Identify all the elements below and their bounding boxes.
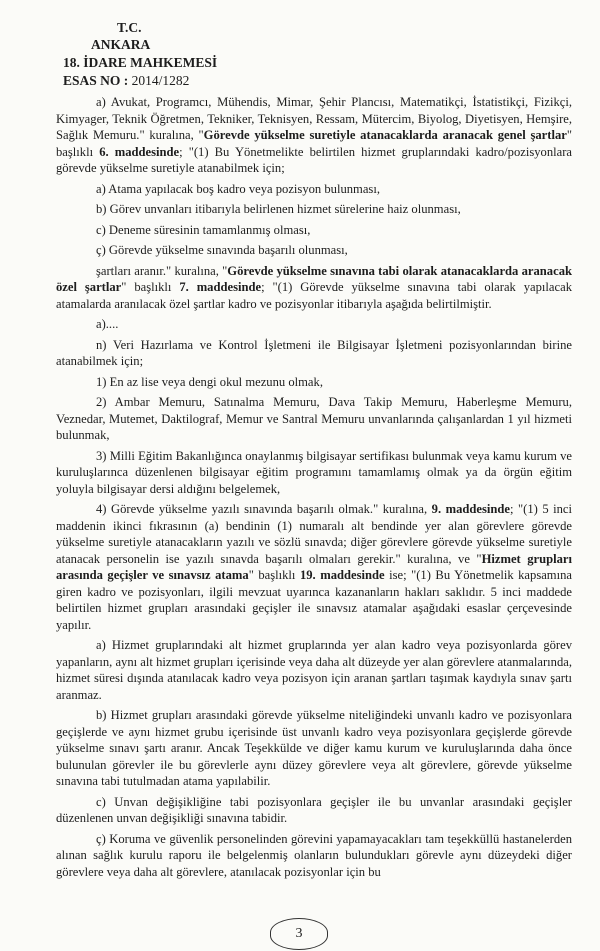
text-segment: ise; "(1) Bu Yönetmelik kapsamına giren kadro ve pozisyonları, ilgili mevzuat uyarınca kazananların hakları saklıdır. 5 inci maddede belirtilen hizmet grupları arasındaki geçişler ile sınavsız atamalar aşağıdaki esaslar çerçevesinde yapılır. bbox=[56, 568, 572, 632]
text-segment: ç) Koruma ve güvenlik personelinden görevini yapamayacakları tam teşekküllü hastanelerden alınan sağlık kurulu raporu ile belgelenmiş olanların bulundukları görevle aynı düzeydeki diğer görevlere veya daha alt görevlere, atanılacak pozisyonlar için bu bbox=[56, 831, 572, 879]
paragraph-p5 bbox=[56, 242, 572, 259]
header-court: 18. İDARE MAHKEMESİ bbox=[63, 55, 218, 70]
text-segment: ç) Görevde yükselme sınavında başarılı olunması, bbox=[96, 243, 348, 257]
header-tc: T.C. bbox=[117, 20, 142, 35]
page-number bbox=[270, 918, 328, 950]
text-segment: ; "(1) Bu Yönetmelikte belirtilen hizmet gruplarındaki kadro/pozisyonlara görevde yükselme suretiyle atanabilmek için; bbox=[56, 144, 572, 175]
text-segment: Hizmet grupları arasında geçişler ve sınavsız atama bbox=[56, 551, 573, 582]
text-segment: 2) Ambar Memuru, Satınalma Memuru, Dava Takip Memuru, Haberleşme Memuru, Veznedar, Mutemet, Daktilograf, Memur ve Santral Memuru unvanlarında çalışanlardan 1 yıl hizmeti bulunmak, bbox=[56, 395, 572, 442]
esas-value: 2014/1282 bbox=[131, 73, 190, 88]
paragraph-p12 bbox=[56, 501, 572, 633]
header-city: ANKARA bbox=[91, 37, 151, 52]
text-segment: şartları aranır." kuralına, " bbox=[96, 263, 228, 278]
paragraph-p4 bbox=[56, 222, 572, 239]
text-segment: 4) Görevde yükselme yazılı sınavında başarılı olmak." kuralına, bbox=[96, 502, 432, 516]
text-segment: 7. maddesinde bbox=[179, 280, 262, 294]
text-segment: a) Avukat, Programcı, Mühendis, Mimar, Şehir Plancısı, Matematikçi, İstatistikçi, Fizikçi, Kimyager, Teknik Öğretmen, Tekniker, Teknisyen, Ressam, Mütercim, Biyolog, Diyetisyen, Hemşire, Sağlık Memuru." kuralına, " bbox=[56, 95, 572, 142]
text-segment: 1) En az lise veya dengi okul mezunu olmak, bbox=[96, 374, 323, 389]
text-segment: 19. maddesinde bbox=[299, 568, 385, 582]
paragraph-p10 bbox=[56, 394, 572, 444]
paragraph-p6 bbox=[56, 263, 572, 313]
text-segment: b) Hizmet grupları arasındaki görevde yükselme niteliğindeki unvanlı kadro ve pozisyonlara geçişlerde ve aynı hizmet grubu içerisinde üst unvanlı kadro veya pozisyonlara geçişlerde görevde yükselme sınavı şartı aranır. Ancak Teşekkülde ve diğer kamu kurum ve kuruluşlarında daha önce bulunulan görevler ile bu görevlerle aynı düzey görevlere veya alt görevlere, görevde yükselme sınavına tabi tutulmadan atama yapılabilir. bbox=[56, 708, 572, 788]
page-number-text: 3 bbox=[295, 926, 303, 941]
paragraph-p16 bbox=[56, 831, 572, 881]
esas-label: ESAS NO : bbox=[63, 73, 129, 88]
text-segment: a) Hizmet gruplarındaki alt hizmet gruplarında yer alan kadro veya pozisyonlarda görev yapanların, aynı alt hizmet grupları içerisinde veya daha alt düzeyde yer alan görevlere atanmalarında, hizmet süresi dışında atanılacak kadro veya pozisyon için aranan şartları taşımak kaydıyla sınav şartı aranmaz. bbox=[56, 638, 572, 702]
text-segment: 6. maddesinde bbox=[99, 144, 180, 159]
text-segment: " başlıklı bbox=[248, 568, 300, 582]
paragraph-p9 bbox=[56, 374, 572, 391]
text-segment: 3) Milli Eğitim Bakanlığınca onaylanmış bilgisayar sertifikası bulunmak veya kamu kurum ve kuruluşlarınca düzenlenen bilgisayar eğitim programını tamamlamış olmak ya da örgün eğitim yoluyla bilgisayar dersi aldığını belgelemek, bbox=[56, 448, 572, 496]
document-body bbox=[56, 94, 572, 884]
text-segment: c) Unvan değişikliğine tabi pozisyonlara geçişler ile bu unvanlar arasındaki geçişler düzenlenen unvan değişikliği sınavına tabidir. bbox=[56, 794, 572, 825]
text-segment: " başlıklı bbox=[121, 280, 180, 294]
text-segment: b) Görev unvanları itibarıyla belirlenen hizmet sürelerine haiz olunması, bbox=[96, 202, 461, 216]
text-segment: a).... bbox=[96, 317, 119, 331]
text-segment: ; "(1) 5 inci maddenin ikinci fıkrasının (a) bendinin (1) numaralı alt bendinde yer alan görevlere görevde yükselme suretiyle atanacakların yazılı ve sözlü sınavda; diğer görevlere görevde yükselme suretiyle atanacak personelin ise yazılı sınavda başarılı olmaları gerekir." kuralına, ve " bbox=[56, 502, 573, 566]
paragraph-p11 bbox=[56, 448, 572, 498]
text-segment: 9. maddesinde bbox=[431, 502, 510, 516]
paragraph-p2 bbox=[56, 181, 572, 198]
text-segment: Görevde yükselme suretiyle atanacaklarda aranacak genel şartlar bbox=[203, 128, 567, 142]
text-segment: c) Deneme süresinin tamamlanmış olması, bbox=[96, 222, 311, 237]
paragraph-p8 bbox=[56, 337, 572, 370]
header-esas bbox=[63, 73, 189, 89]
text-segment: " başlıklı bbox=[56, 128, 572, 159]
paragraph-p1 bbox=[56, 94, 572, 177]
paragraph-p15 bbox=[56, 794, 572, 827]
text-segment: n) Veri Hazırlama ve Kontrol İşletmeni ile Bilgisayar İşletmeni pozisyonlarından birine atanabilmek için; bbox=[56, 337, 572, 368]
paragraph-p7 bbox=[56, 316, 572, 333]
text-segment: ; "(1) Görevde yükselme sınavına tabi olarak yapılacak atamalarda aranılacak özel şartlar kadro ve pozisyonlar itibarıyla aşağıda belirtilmiştir. bbox=[56, 280, 572, 311]
text-segment: a) Atama yapılacak boş kadro veya pozisyon bulunması, bbox=[96, 181, 380, 196]
text-segment: Görevde yükselme sınavına tabi olarak atanacaklarda aranacak özel şartlar bbox=[56, 263, 572, 294]
paragraph-p3 bbox=[56, 201, 572, 218]
paragraph-p13 bbox=[56, 637, 572, 703]
paragraph-p14 bbox=[56, 707, 572, 790]
